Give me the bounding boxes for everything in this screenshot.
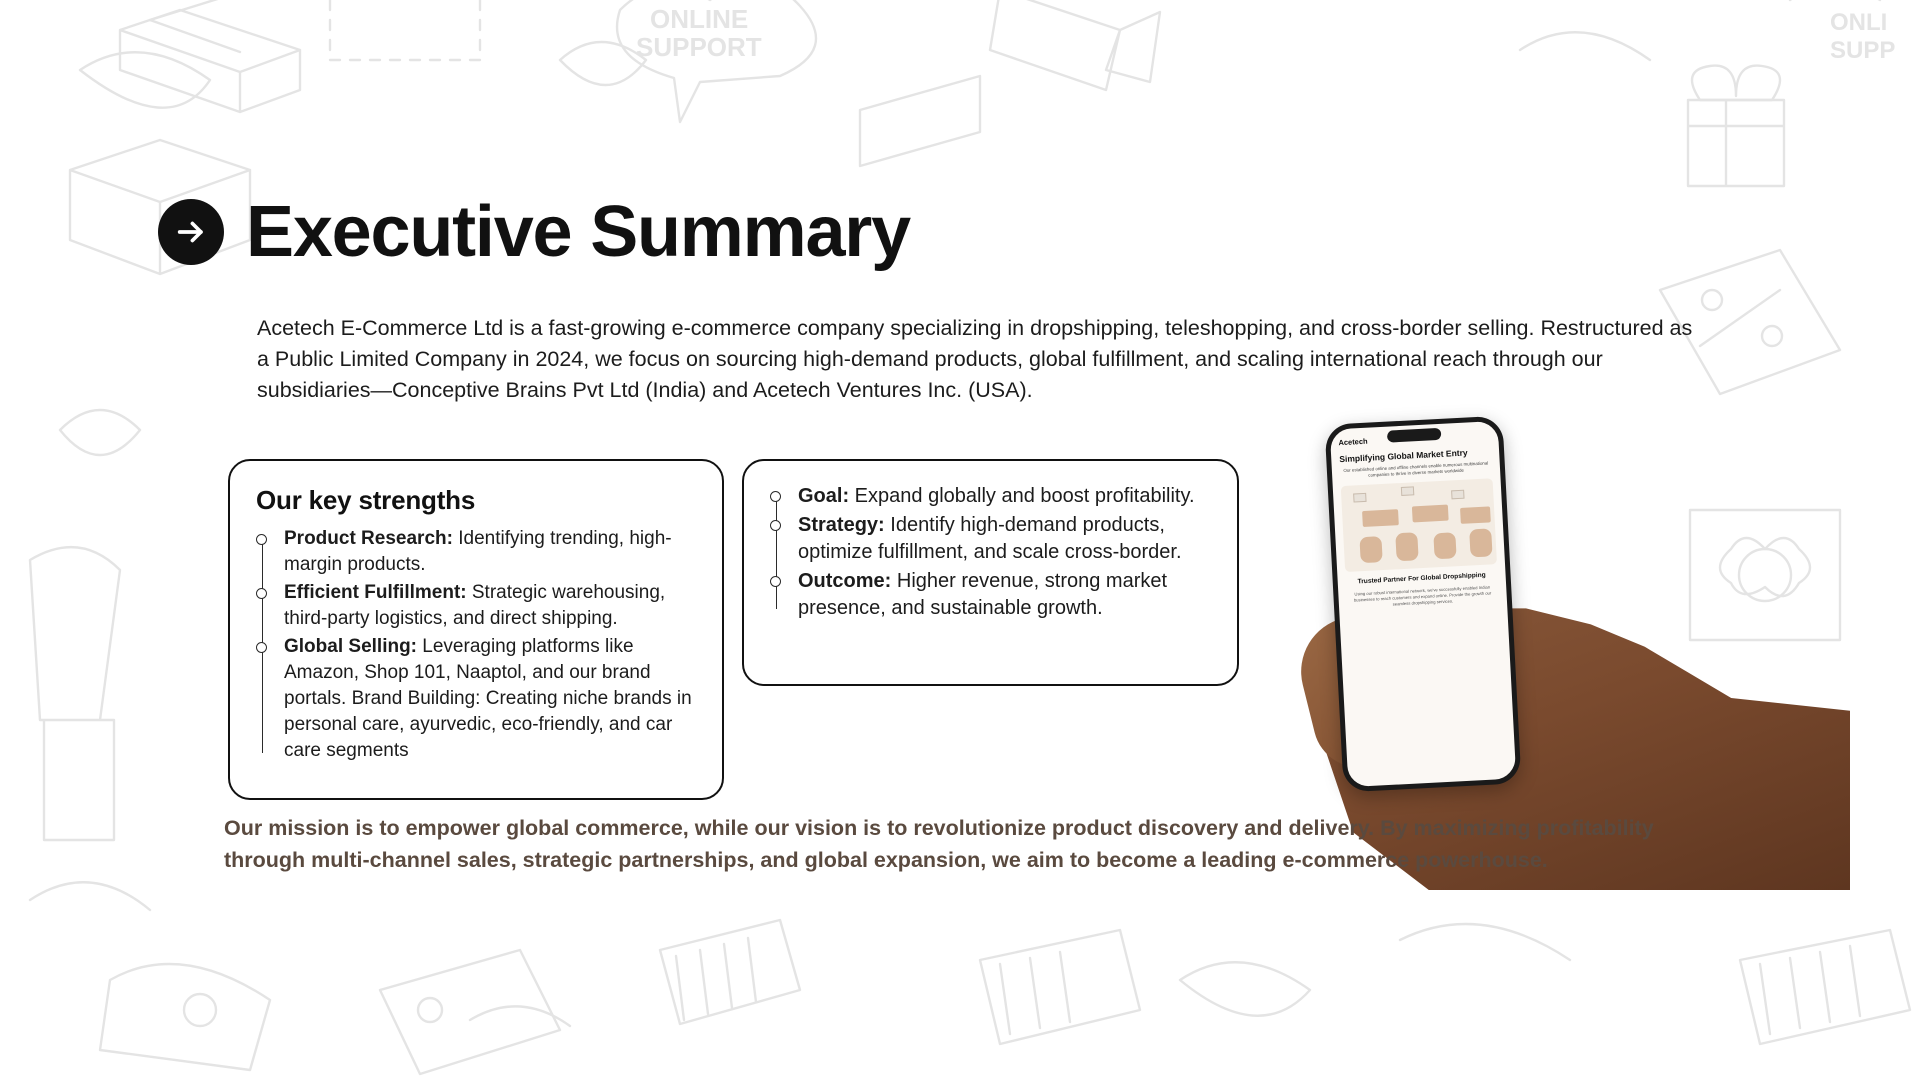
list-item-label: Product Research: [284, 528, 453, 549]
mission-statement: Our mission is to empower global commerce, while our vision is to revolutionize product discovery and delivery. By maximizing profitability through multi-channel sales, strategic partnerships, and global expansion, we aim to become a leading e-commerce powerhouse. [224, 816, 1654, 872]
arrow-right-icon [158, 199, 224, 265]
page-header [158, 192, 910, 272]
list-item-text: Identifying trending, high-margin products. [284, 528, 672, 575]
list-item-label: Global Selling: [284, 636, 418, 657]
list-item [798, 483, 1211, 510]
list-item [798, 568, 1211, 622]
goal-strategy-outcome-card [742, 459, 1239, 686]
list-item [284, 580, 696, 632]
svg-text:SUPP: SUPP [1830, 37, 1896, 64]
list-item [284, 526, 696, 578]
list-item [798, 512, 1211, 566]
phone-illustration [1341, 478, 1497, 572]
list-item-label: Outcome: [798, 570, 892, 592]
list-item-label: Strategy: [798, 514, 885, 536]
phone-subtext: Our established online and offline channels enable numerous multinational companies to thrive in diverse markets worldwide [1343, 460, 1489, 478]
phone-headline: Simplifying Global Market Entry [1339, 447, 1468, 465]
svg-text:SUPPORT: SUPPORT [636, 32, 762, 62]
key-strengths-list [256, 526, 696, 764]
goal-strategy-outcome-list [770, 483, 1211, 622]
phone-brand-label: Acetech [1338, 436, 1368, 448]
list-item-text: Identify high-demand products, optimize fulfillment, and scale cross-border. [798, 514, 1182, 563]
phone-footer-title: Trusted Partner For Global Dropshipping [1357, 571, 1486, 586]
list-item-text: Leveraging platforms like Amazon, Shop 101, Naaptol, and our brand portals. Brand Building: Creating niche brands in personal care, ayurvedic, eco-friendly, and car care segments [284, 636, 692, 761]
list-item-text: Strategic warehousing, third-party logistics, and direct shipping. [284, 582, 666, 629]
key-strengths-title: Our key strengths [256, 485, 476, 515]
phone-footer-text: Using our robust international network, we've successfully enabled Indian businesses to reach customers and expand online. Provide the growth our seamless dropshipping services. [1353, 584, 1492, 607]
key-strengths-card [228, 459, 724, 800]
intro-paragraph: Acetech E-Commerce Ltd is a fast-growing e-commerce company specializing in dropshipping, teleshopping, and cross-border selling. Restructured as a Public Limited Company in 2024, we focus on sourcing high-demand products, global fulfillment, and scaling international reach through our subsidiaries—Conceptive Brains Pvt Ltd (India) and Acetech Ventures Inc. (USA). [257, 316, 1693, 402]
svg-text:ONLINE: ONLINE [650, 4, 749, 34]
list-item-label: Efficient Fulfillment: [284, 582, 467, 603]
list-item-label: Goal: [798, 485, 850, 507]
list-item-text: Expand globally and boost profitability. [849, 485, 1195, 507]
svg-text:ONLI: ONLI [1830, 9, 1888, 36]
phone-mockup [1324, 416, 1521, 793]
page-title: Executive Summary [246, 192, 910, 272]
phone-screen [1330, 421, 1517, 787]
list-item-text: Higher revenue, strong market presence, and sustainable growth. [798, 570, 1168, 619]
list-item [284, 634, 696, 764]
